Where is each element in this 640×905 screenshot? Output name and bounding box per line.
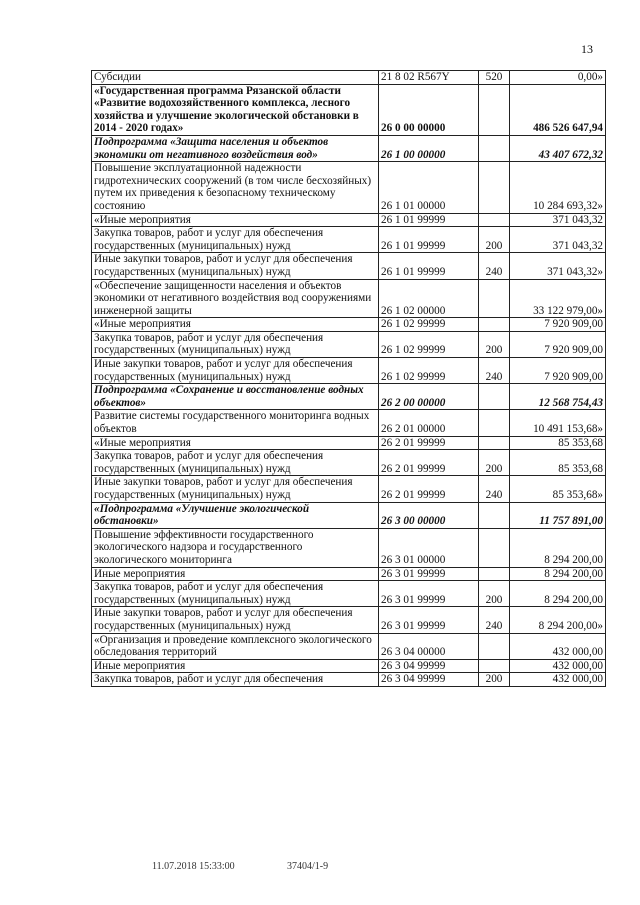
table-row xyxy=(92,450,606,476)
row-name-cell: Закупка товаров, работ и услуг для обеспечения государственных (муниципальных) нужд xyxy=(92,450,379,476)
footer-date: 11.07.2018 15:33:00 xyxy=(152,861,235,872)
table-row xyxy=(92,581,606,607)
row-name-cell: Иные закупки товаров, работ и услуг для обеспечения государственных (муниципальных) нужд xyxy=(92,253,379,279)
row-sum-cell: 486 526 647,94 xyxy=(510,84,606,135)
row-type-cell: 240 xyxy=(479,607,510,633)
row-code-cell: 26 1 02 99999 xyxy=(379,318,479,332)
table-row xyxy=(92,84,606,135)
row-name-cell: Развитие системы государственного мониторинга водных объектов xyxy=(92,410,379,436)
table-row xyxy=(92,659,606,673)
row-code-cell: 26 3 01 00000 xyxy=(379,528,479,567)
table-row xyxy=(92,633,606,659)
row-type-cell xyxy=(479,633,510,659)
row-sum-cell: 43 407 672,32 xyxy=(510,135,606,161)
table-row xyxy=(92,607,606,633)
row-name-cell: «Обеспечение защищенности населения и объектов экономики от негативного воздействия вод сооружениями инженерной защиты xyxy=(92,279,379,318)
row-sum-cell: 85 353,68 xyxy=(510,450,606,476)
row-type-cell xyxy=(479,659,510,673)
table-row xyxy=(92,567,606,581)
row-sum-cell: 432 000,00 xyxy=(510,633,606,659)
table-row xyxy=(92,384,606,410)
row-name-cell: Закупка товаров, работ и услуг для обеспечения государственных (муниципальных) нужд xyxy=(92,581,379,607)
row-name-cell: «Иные мероприятия xyxy=(92,436,379,450)
row-name-cell: Подпрограмма «Сохранение и восстановление водных объектов» xyxy=(92,384,379,410)
row-sum-cell: 371 043,32 xyxy=(510,213,606,227)
row-code-cell: 26 1 02 99999 xyxy=(379,358,479,384)
row-code-cell: 26 1 00 00000 xyxy=(379,135,479,161)
row-type-cell: 200 xyxy=(479,331,510,357)
row-code-cell: 26 2 01 99999 xyxy=(379,450,479,476)
row-sum-cell: 12 568 754,43 xyxy=(510,384,606,410)
row-type-cell xyxy=(479,410,510,436)
row-name-cell: Иные закупки товаров, работ и услуг для обеспечения государственных (муниципальных) нужд xyxy=(92,607,379,633)
table-row xyxy=(92,528,606,567)
row-type-cell xyxy=(479,384,510,410)
table-row xyxy=(92,331,606,357)
row-sum-cell: 432 000,00 xyxy=(510,659,606,673)
table-row xyxy=(92,673,606,687)
row-type-cell: 240 xyxy=(479,253,510,279)
row-sum-cell: 7 920 909,00 xyxy=(510,331,606,357)
row-name-cell: «Подпрограмма «Улучшение экологической обстановки» xyxy=(92,502,379,528)
table-row xyxy=(92,162,606,213)
table-row xyxy=(92,279,606,318)
row-type-cell xyxy=(479,436,510,450)
row-type-cell: 240 xyxy=(479,476,510,502)
row-code-cell: 26 1 02 99999 xyxy=(379,331,479,357)
row-sum-cell: 0,00» xyxy=(510,71,606,85)
table-row xyxy=(92,476,606,502)
budget-table xyxy=(91,70,606,687)
row-sum-cell: 8 294 200,00 xyxy=(510,567,606,581)
row-code-cell: 26 3 01 99999 xyxy=(379,607,479,633)
page-number: 13 xyxy=(581,42,593,56)
table-row xyxy=(92,410,606,436)
table-row xyxy=(92,318,606,332)
row-name-cell: Иные закупки товаров, работ и услуг для обеспечения государственных (муниципальных) нужд xyxy=(92,358,379,384)
row-type-cell xyxy=(479,162,510,213)
row-name-cell: «Государственная программа Рязанской области «Развитие водохозяйственного комплекса, лесного хозяйства и улучшение экологической обстановки в 2014 - 2020 годах» xyxy=(92,84,379,135)
row-name-cell: Повышение эффективности государственного экологического надзора и государственного экологического мониторинга xyxy=(92,528,379,567)
row-name-cell: Закупка товаров, работ и услуг для обеспечения государственных (муниципальных) нужд xyxy=(92,331,379,357)
row-name-cell: Иные мероприятия xyxy=(92,659,379,673)
row-type-cell: 200 xyxy=(479,581,510,607)
row-type-cell: 200 xyxy=(479,673,510,687)
row-type-cell xyxy=(479,528,510,567)
row-type-cell xyxy=(479,135,510,161)
row-sum-cell: 85 353,68 xyxy=(510,436,606,450)
row-type-cell: 200 xyxy=(479,227,510,253)
row-sum-cell: 7 920 909,00 xyxy=(510,318,606,332)
row-code-cell: 26 0 00 00000 xyxy=(379,84,479,135)
row-code-cell: 26 2 01 00000 xyxy=(379,410,479,436)
row-sum-cell: 85 353,68» xyxy=(510,476,606,502)
row-name-cell: Субсидии xyxy=(92,71,379,85)
row-type-cell: 240 xyxy=(479,358,510,384)
row-sum-cell: 371 043,32 xyxy=(510,227,606,253)
row-type-cell xyxy=(479,213,510,227)
budget-table-body xyxy=(92,71,606,687)
row-sum-cell: 432 000,00 xyxy=(510,673,606,687)
row-name-cell: Иные закупки товаров, работ и услуг для обеспечения государственных (муниципальных) нужд xyxy=(92,476,379,502)
row-name-cell: «Иные мероприятия xyxy=(92,318,379,332)
row-sum-cell: 8 294 200,00 xyxy=(510,528,606,567)
row-code-cell: 26 1 01 00000 xyxy=(379,162,479,213)
row-sum-cell: 10 491 153,68» xyxy=(510,410,606,436)
row-name-cell: Закупка товаров, работ и услуг для обеспечения государственных (муниципальных) нужд xyxy=(92,227,379,253)
table-row xyxy=(92,135,606,161)
row-type-cell: 520 xyxy=(479,71,510,85)
row-sum-cell: 371 043,32» xyxy=(510,253,606,279)
row-sum-cell: 7 920 909,00 xyxy=(510,358,606,384)
row-name-cell: «Иные мероприятия xyxy=(92,213,379,227)
row-code-cell: 26 3 01 99999 xyxy=(379,567,479,581)
table-row xyxy=(92,71,606,85)
row-code-cell: 26 2 00 00000 xyxy=(379,384,479,410)
row-sum-cell: 33 122 979,00» xyxy=(510,279,606,318)
row-code-cell: 26 1 01 99999 xyxy=(379,227,479,253)
row-code-cell: 26 1 01 99999 xyxy=(379,253,479,279)
row-name-cell: Закупка товаров, работ и услуг для обеспечения xyxy=(92,673,379,687)
row-code-cell: 26 3 04 00000 xyxy=(379,633,479,659)
table-row xyxy=(92,436,606,450)
row-type-cell xyxy=(479,84,510,135)
row-type-cell xyxy=(479,279,510,318)
row-code-cell: 26 3 04 99999 xyxy=(379,659,479,673)
row-code-cell: 26 3 00 00000 xyxy=(379,502,479,528)
row-name-cell: Иные мероприятия xyxy=(92,567,379,581)
row-name-cell: Повышение эксплуатационной надежности гидротехнических сооружений (в том числе бесхозяйных) путем их приведения к безопасному техническому состоянию xyxy=(92,162,379,213)
row-sum-cell: 11 757 891,00 xyxy=(510,502,606,528)
row-code-cell: 26 3 01 99999 xyxy=(379,581,479,607)
row-name-cell: «Организация и проведение комплексного экологического обследования территорий xyxy=(92,633,379,659)
row-type-cell xyxy=(479,502,510,528)
row-sum-cell: 8 294 200,00» xyxy=(510,607,606,633)
table-row xyxy=(92,358,606,384)
footer-doc-number: 37404/1-9 xyxy=(287,861,329,872)
row-type-cell: 200 xyxy=(479,450,510,476)
table-row xyxy=(92,213,606,227)
row-sum-cell: 8 294 200,00 xyxy=(510,581,606,607)
row-code-cell: 26 1 01 99999 xyxy=(379,213,479,227)
row-code-cell: 26 3 04 99999 xyxy=(379,673,479,687)
row-code-cell: 26 2 01 99999 xyxy=(379,436,479,450)
row-name-cell: Подпрограмма «Защита населения и объектов экономики от негативного воздействия вод» xyxy=(92,135,379,161)
row-code-cell: 26 2 01 99999 xyxy=(379,476,479,502)
row-code-cell: 26 1 02 00000 xyxy=(379,279,479,318)
table-row xyxy=(92,253,606,279)
row-code-cell: 21 8 02 R567Y xyxy=(379,71,479,85)
table-row xyxy=(92,227,606,253)
row-sum-cell: 10 284 693,32» xyxy=(510,162,606,213)
row-type-cell xyxy=(479,567,510,581)
table-row xyxy=(92,502,606,528)
row-type-cell xyxy=(479,318,510,332)
